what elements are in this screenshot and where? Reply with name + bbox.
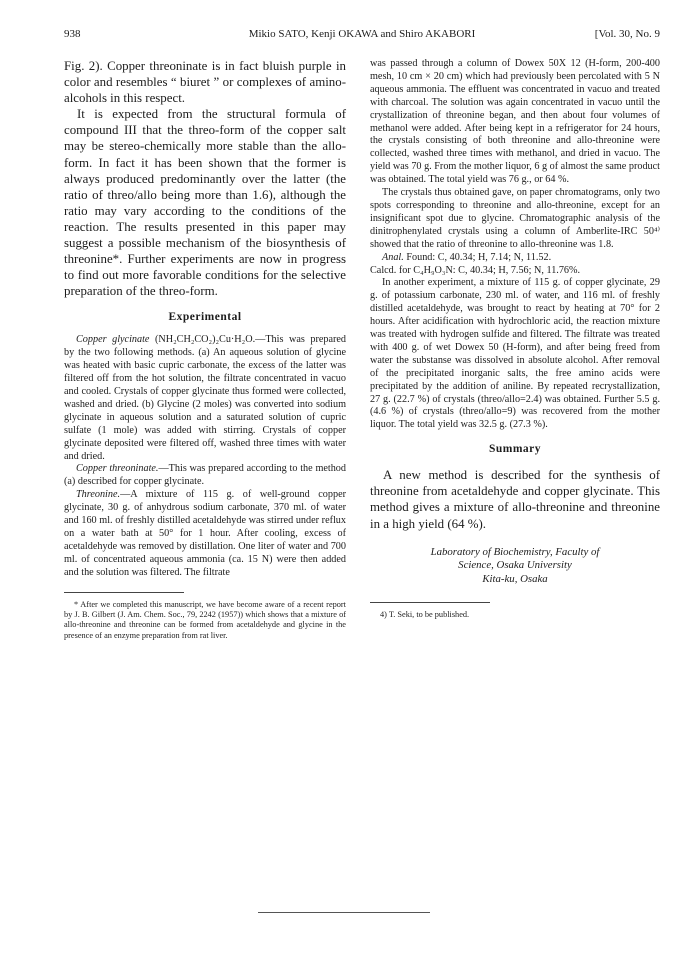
paragraph-copper-glycinate [64,334,346,463]
paragraph-threonine [64,489,346,579]
summary-paragraph: A new method is described for the synthesis of threonine from acetaldehyde and copper glycinate. This method gives a mixture of allo-threonine and threonine in a high yield (64 %). [370,468,660,531]
section-heading-experimental: Experimental [168,311,242,324]
paragraph: It is expected from the structural formula of compound III that the threo-form of the copper salt may be stereo-chemically more stable than the allo-form. In fact it has been shown that the former is always produced predominantly over the latter (the ratio of threo/allo being more than 1.6), although the ratio may vary according to the conditions of the reaction. The results presented in this paper may suggest a possible mechanism of the biosynthesis of threonine*. Further experiments are now in progress to find out more favorable conditions for the selective preparation of the threo-form. [64,107,346,299]
paragraph: The crystals thus obtained gave, on paper chromatograms, only two spots corresponding to threonine and allo-threonine, except for an insignificant spot due to glycine. Chromatographic analysis of the dinitrophenylated crystals using a column of Amberlite-IRC 50⁴⁾ showed that the ratio of threonine to allo-threonine was 1.8. [370,187,660,250]
analysis-found [370,252,660,265]
analysis-calcd: Calcd. for C₄H₉O₃N: C, 40.34; H, 7.56; N, 11.76%. [370,264,581,276]
paragraph-text: —This was prepared according to the method (a) described for copper glycinate. [64,463,346,488]
reference-note: 4) T. Seki, to be published. [380,610,470,620]
right-column [370,58,660,621]
affiliation-line: Science, Osaka University [458,559,572,572]
paragraph: Fig. 2). Copper threoninate is in fact bluish purple in color and resembles “ biuret ” or complexes of amino-alcohols in this respect. [64,59,346,106]
paragraph-text: —A mixture of 115 g. of well-ground copper glycinate, 30 g. of anhydrous sodium carbonate, 370 ml. of water and 160 ml. of freshly distilled acetaldehyde was stirred under reflux on a water bath at 50° for 1 hour. After cooling, excess of acetaldehyde was removed by distillation. One liter of water and 700 ml. of concentrated aqueous ammonia (ca. 15 N) were then added and the solution was filtered. The filtrate [64,489,346,578]
end-rule [258,912,430,913]
run-in-title: Copper glycinate [76,334,150,346]
paragraph: In another experiment, a mixture of 115 g. of copper glycinate, 29 g. of potassium carbonate, 230 ml. of water, and 116 ml. of freshly distilled acetaldehyde, was brought to react by heating at 70° for 2 hours. After acidification with hydrochloric acid, the reaction mixture was treated with hydrogen sulfide and filtered. The filtrate was treated with 400 g. of wet Dowex 50 (H-form), and after being freed from water the substanse was dissolved in absolute alcohol. After removal of the precipitated inorganic salts, the free amino acids were precipitated by the addition of aniline. By repeated recrystallization, 27 g. (22.7 %) of crystals (threo/allo=2.4) was obtained. Further 5.5 g. (4.6 %) of crystals (threo/allo=9) was recovered from the mother liquor. The total yield was 32.5 g. (27.3 %). [370,277,660,431]
left-column [64,58,346,641]
paragraph: was passed through a column of Dowex 50X 12 (H-form, 200-400 mesh, 10 cm × 20 cm) which had previously been percolated with 5 N aqueous ammonia. The effluent was concentrated in vacuo and treated with charcoal. The solution was again concentrated in vacuo until the crystallization of threonine began, and then about four volumes of methanol were added. After being kept in a refrigerator for 24 hours, the crystals consisting of both threonine and allo-threonine were collected, washed three times with methanol, and dried in vacuo. The yield was 70 g. From the mother liquor, 6 g of almost the same product was obtained. The total yield was 76 g., or 64 %. [370,58,660,186]
affiliation-line: Kita-ku, Osaka [482,572,548,585]
section-heading-summary: Summary [488,443,542,456]
run-in-title: Anal. [382,251,404,263]
paragraph-copper-threoninate [64,463,346,489]
paragraph-text: —This was prepared by the two following methods. (a) An aqueous solution of glycine was heated with basic cupric carbonate, the excess of the latter was filtered off from the hot solution, the filtrate concentrated in vacuo and cooled. Crystals of copper glycinate thus formed were collected, washed and dried. (b) Glycine (2 moles) was converted into sodium glycinate in aqueous solution and a saturated solution of cupric sulfate (1 mole) was added with stirring. Crystals of copper glycinate deposited were filtered off, washed three times with water and dried. [64,334,347,462]
running-header [64,26,660,42]
page-number: 938 [64,28,81,40]
run-in-title: Threonine. [76,489,121,501]
affiliation-line: Laboratory of Biochemistry, Faculty of [430,545,600,558]
chemical-formula: (NH₂CH₂CO₂)₂Cu·H₂O. [155,334,256,346]
affiliation [370,546,660,587]
volume-label: [Vol. 30, No. 9 [594,28,660,40]
run-in-title: Copper threoninate. [76,463,159,475]
footnote-divider [64,592,184,593]
reference-divider [370,602,490,603]
footnote: * After we completed this manuscript, we have become aware of a recent report by J. B. Gilbert (J. Am. Chem. Soc., 79, 2242 (1957)) which shows that a mixture of allo-threonine and threonine can be formed from acetaldehyde and glycine in the presence of an enzyme preparation from rat liver. [64,599,346,640]
analysis-found-values: Found: C, 40.34; H, 7.14; N, 11.52. [406,251,552,263]
running-authors: Mikio SATO, Kenji OKAWA and Shiro AKABORI [248,28,476,40]
